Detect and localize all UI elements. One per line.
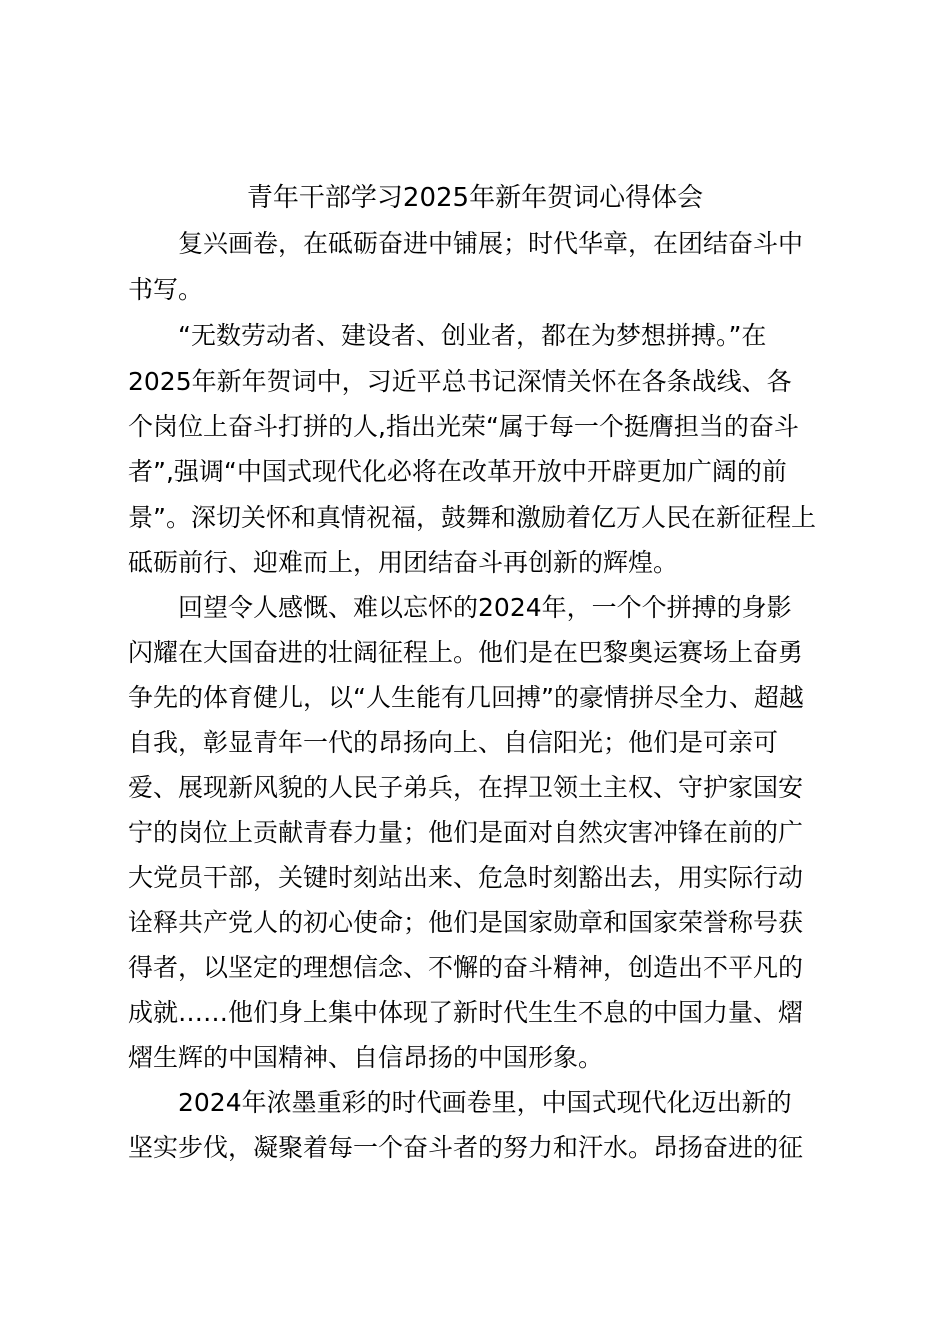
text-line: 坚实步伐，凝聚着每一个奋斗者的努力和汗水。昂扬奋进的征 xyxy=(128,1133,804,1162)
text-line: 大党员干部，关键时刻站出来、危急时刻豁出去，用实际行动 xyxy=(128,863,804,892)
text-line: 书写。 xyxy=(128,275,204,304)
text-line: 宁的岗位上贡献青春力量；他们是面对自然灾害冲锋在前的广 xyxy=(128,818,804,847)
text-line: 熠生辉的中国精神、自信昂扬的中国形象。 xyxy=(128,1043,604,1072)
text-line: 争先的体育健儿，以“人生能有几回搏”的豪情拼尽全力、超越 xyxy=(128,683,804,712)
text-line: 爱、展现新风貌的人民子弟兵，在捍卫领土主权、守护家国安 xyxy=(128,773,804,802)
text-line: 成就……他们身上集中体现了新时代生生不息的中国力量、熠 xyxy=(128,998,804,1027)
text-line: 者”,强调“中国式现代化必将在改革开放中开辟更加广阔的前 xyxy=(128,457,787,486)
text-line: “无数劳动者、建设者、创业者，都在为梦想拼搏。”在 xyxy=(178,321,767,350)
text-line: 个岗位上奋斗打拼的人,指出光荣“属于每一个挺膺担当的奋斗 xyxy=(128,412,799,441)
text-line: 2024年浓墨重彩的时代画卷里，中国式现代化迈出新的 xyxy=(178,1088,792,1117)
text-line: 得者，以坚定的理想信念、不懈的奋斗精神，创造出不平凡的 xyxy=(128,953,804,982)
text-line: 闪耀在大国奋进的壮阔征程上。他们是在巴黎奥运赛场上奋勇 xyxy=(128,638,804,667)
text-line: 景”。深切关怀和真情祝福，鼓舞和激励着亿万人民在新征程上 xyxy=(128,503,816,532)
text-line: 复兴画卷，在砥砺奋进中铺展；时代华章，在团结奋斗中 xyxy=(178,229,804,258)
text-line: 2025年新年贺词中，习近平总书记深情关怀在各条战线、各 xyxy=(128,367,792,396)
text-line: 砥砺前行、迎难而上，用团结奋斗再创新的辉煌。 xyxy=(128,548,679,577)
text-line: 自我，彰显青年一代的昂扬向上、自信阳光；他们是可亲可 xyxy=(128,728,779,757)
document-title: 青年干部学习2025年新年贺词心得体会 xyxy=(246,183,704,213)
text-line: 诠释共产党人的初心使命；他们是国家勋章和国家荣誉称号获 xyxy=(128,908,804,937)
text-line: 回望令人感慨、难以忘怀的2024年，一个个拼搏的身影 xyxy=(178,593,792,622)
